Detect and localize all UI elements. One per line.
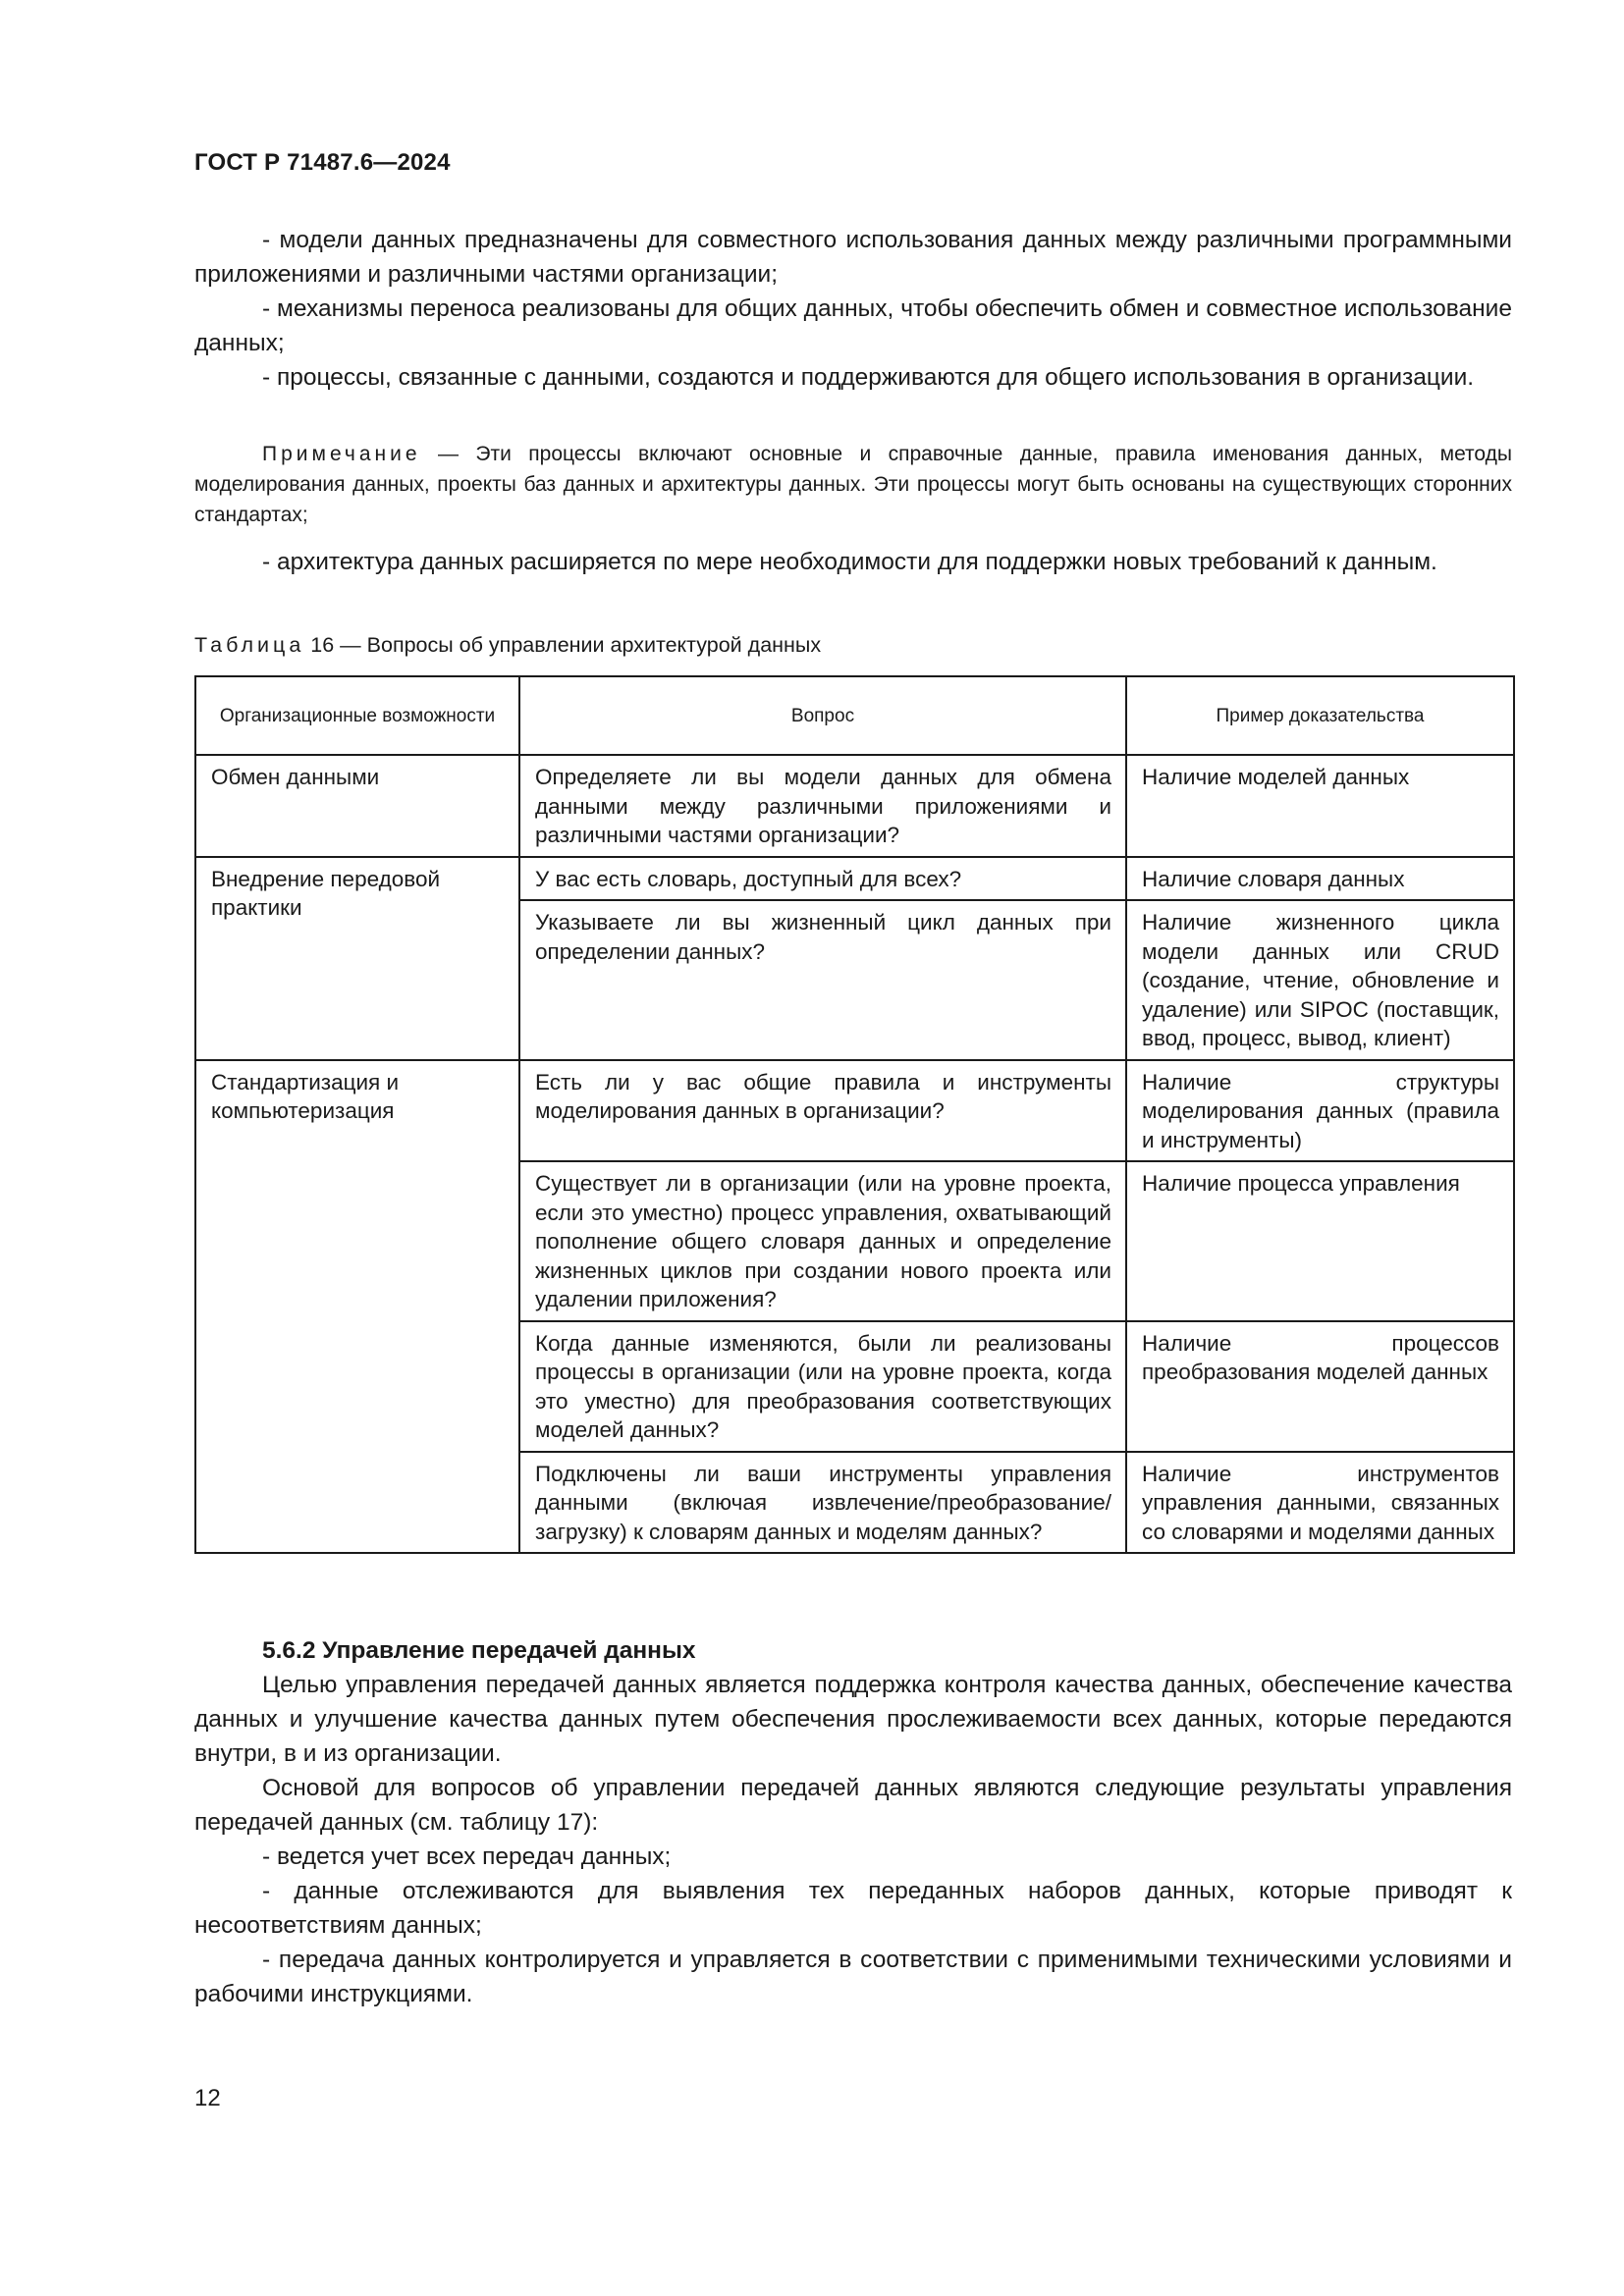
evidence-cell: Наличие процесса управления bbox=[1126, 1161, 1514, 1321]
data-architecture-table bbox=[194, 675, 1515, 1554]
question-cell: Когда данные изменяются, были ли реализованы процессы в организации (или на уровне проекта, когда это уместно) для преобразования соответствующих моделей данных? bbox=[519, 1321, 1126, 1452]
table-caption bbox=[194, 633, 821, 658]
header-capability: Организационные возможности bbox=[195, 676, 519, 755]
evidence-cell: Наличие инструментов управления данными, связанных со словарями и моделями данных bbox=[1126, 1452, 1514, 1554]
question-cell: Подключены ли ваши инструменты управления данными (включая извлечение/преобразование/загрузку) к словарям данных и моделям данных? bbox=[519, 1452, 1126, 1554]
note-text: — Эти процессы включают основные и справочные данные, правила именования данных, методы моделирования данных, проекты баз данных и архитектуры данных. Эти процессы могут быть основаны на существующих сторонних стандартах; bbox=[194, 443, 1512, 526]
table-caption-label: Таблица bbox=[194, 633, 305, 657]
evidence-cell: Наличие жизненного цикла модели данных или CRUD (создание, чтение, обновление и удаление) или SIPOC (поставщик, ввод, процесс, вывод, клиент) bbox=[1126, 900, 1514, 1060]
list-item: - передача данных контролируется и управляется в соответствии с применимыми техническими условиями и рабочими инструкциями. bbox=[194, 1947, 1512, 2007]
intro-list bbox=[194, 223, 1512, 395]
evidence-cell: Наличие процессов преобразования моделей данных bbox=[1126, 1321, 1514, 1452]
after-note-block bbox=[194, 545, 1512, 579]
list-item: - механизмы переноса реализованы для общих данных, чтобы обеспечить обмен и совместное использование данных; bbox=[194, 295, 1512, 356]
section-paragraph: Целью управления передачей данных является поддержка контроля качества данных, обеспечение качества данных и улучшение качества данных путем обеспечения прослеживаемости всех данных, которые передаются внутри, в и из организации. bbox=[194, 1672, 1512, 1767]
page-number: 12 bbox=[194, 2085, 221, 2111]
question-cell: Указываете ли вы жизненный цикл данных при определении данных? bbox=[519, 900, 1126, 1060]
table-row bbox=[195, 1060, 1514, 1162]
list-item: - архитектура данных расширяется по мере необходимости для поддержки новых требований к данным. bbox=[262, 549, 1437, 575]
question-cell: У вас есть словарь, доступный для всех? bbox=[519, 857, 1126, 901]
question-cell: Определяете ли вы модели данных для обмена данными между различными приложениями и различными частями организации? bbox=[519, 755, 1126, 857]
evidence-cell: Наличие моделей данных bbox=[1126, 755, 1514, 857]
table-header-row bbox=[195, 676, 1514, 755]
capability-cell: Стандартизация и компьютеризация bbox=[195, 1060, 519, 1554]
list-item: - ведется учет всех передач данных; bbox=[262, 1843, 672, 1870]
header-evidence: Пример доказательства bbox=[1126, 676, 1514, 755]
table-caption-text: 16 — Вопросы об управлении архитектурой данных bbox=[304, 633, 822, 657]
question-cell: Есть ли у вас общие правила и инструменты моделирования данных в организации? bbox=[519, 1060, 1126, 1162]
section-title: 5.6.2 Управление передачей данных bbox=[262, 1637, 696, 1664]
document-code-header: ГОСТ Р 71487.6—2024 bbox=[194, 149, 451, 176]
capability-cell: Обмен данными bbox=[195, 755, 519, 857]
note-label: Примечание bbox=[262, 443, 421, 465]
evidence-cell: Наличие словаря данных bbox=[1126, 857, 1514, 901]
section-paragraph: Основой для вопросов об управлении передачей данных являются следующие результаты управления передачей данных (см. таблицу 17): bbox=[194, 1775, 1512, 1836]
evidence-cell: Наличие структуры моделирования данных (правила и инструменты) bbox=[1126, 1060, 1514, 1162]
header-question: Вопрос bbox=[519, 676, 1126, 755]
list-item: - данные отслеживаются для выявления тех переданных наборов данных, которые приводят к несоответствиям данных; bbox=[194, 1878, 1512, 1939]
question-cell: Существует ли в организации (или на уровне проекта, если это уместно) процесс управления, охватывающий пополнение общего словаря данных и определение жизненных циклов при создании нового проекта или удалении приложения? bbox=[519, 1161, 1126, 1321]
list-item: - модели данных предназначены для совместного использования данных между различными программными приложениями и различными частями организации; bbox=[194, 227, 1512, 288]
table-row bbox=[195, 857, 1514, 901]
section-5-6-2 bbox=[194, 1633, 1512, 2011]
capability-cell: Внедрение передовой практики bbox=[195, 857, 519, 1060]
table-row bbox=[195, 755, 1514, 857]
note-paragraph bbox=[194, 439, 1512, 530]
list-item: - процессы, связанные с данными, создаются и поддерживаются для общего использования в организации. bbox=[262, 364, 1475, 391]
